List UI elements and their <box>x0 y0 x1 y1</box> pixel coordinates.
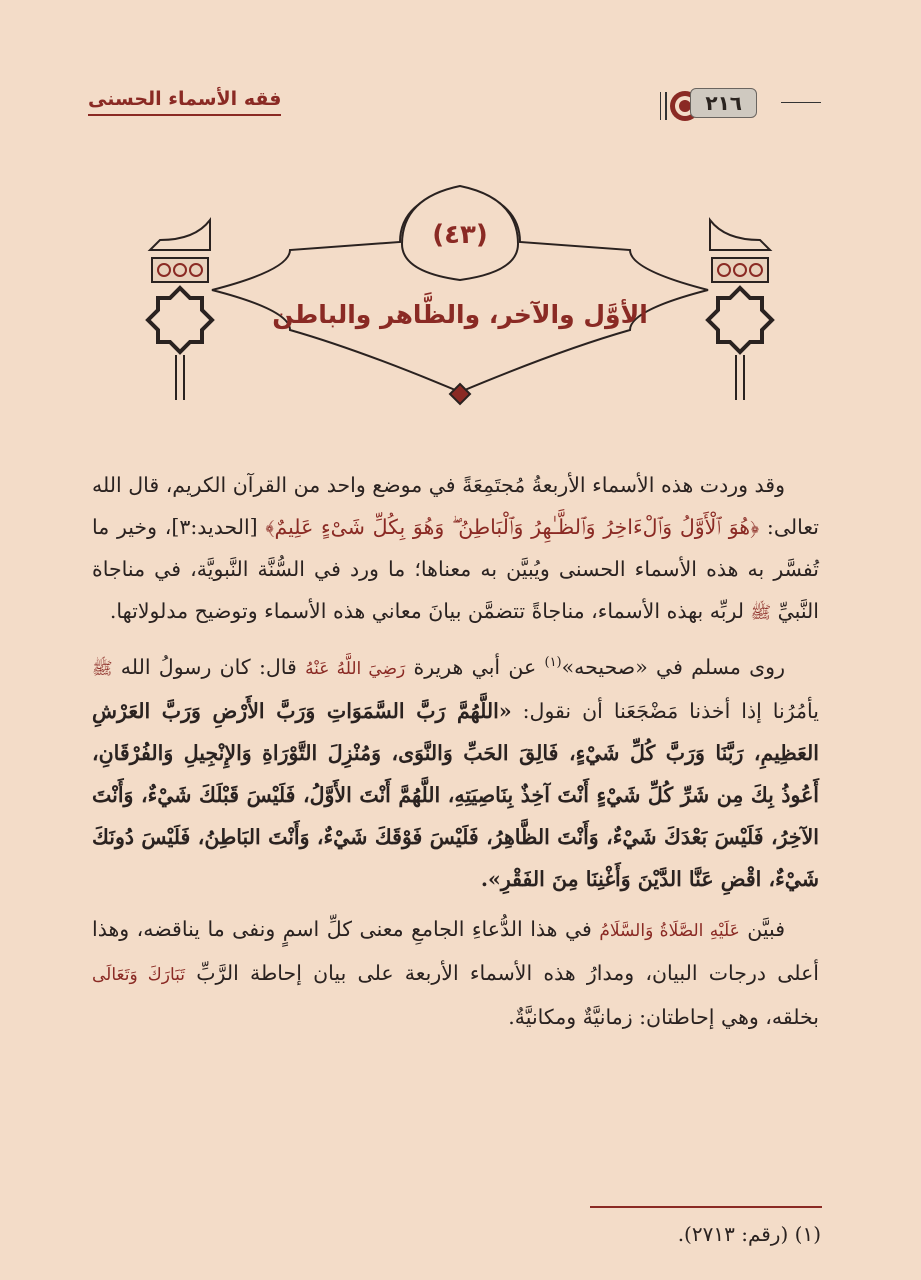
hadith-text: «اللَّهُمَّ رَبَّ السَّمَوَاتِ وَرَبَّ الأَرْضِ وَرَبَّ العَرْشِ العَظِيمِ، رَبَّنَا وَرَبَّ كُلِّ شَيْءٍ، فَالِقَ الحَبِّ وَالنَّوَى، وَمُنْزِلَ التَّوْرَاةِ وَالإِنْجِيلِ وَالفُرْقَانِ، أَعُوذُ بِكَ مِن شَرِّ كُلِّ شَيْءٍ أَنْتَ آخِذٌ بِنَاصِيَتِهِ، اللَّهُمَّ أَنْتَ الأَوَّلُ، فَلَيْسَ قَبْلَكَ شَيْءٌ، وَأَنْتَ الآخِرُ، فَلَيْسَ بَعْدَكَ شَيْءٌ، وَأَنْتَ الظَّاهِرُ، فَلَيْسَ فَوْقَكَ شَيْءٌ، وَأَنْتَ البَاطِنُ، فَلَيْسَ دُونَكَ شَيْءٌ، اقْضِ عَنَّا الدَّيْنَ وَأَغْنِنَا مِنَ الفَقْرِ». <box>92 698 819 891</box>
paragraph-3: فبيَّن عَلَيْهِ الصَّلَاةُ وَالسَّلَامُ في هذا الدُّعاءِ الجامعِ معنى كلِّ اسمٍ ونفى ما يناقضه، وهذا أعلى درجات البيان، ومدارُ هذه الأسماء الأربعة على بيان إحاطة الرَّبِّ تَبَارَكَ وَتَعَالَى بخلقه، وهي إحاطتان: زمانيَّةٌ ومكانيَّةٌ. <box>92 916 819 1029</box>
chapter-title: الأوَّل والآخر، والظَّاهر والباطن <box>272 300 648 329</box>
paragraph-2: روى مسلم في «صحيحه»$^{(١)}$ عن أبي هريرة رَضِيَ اللَّهُ عَنْهُ قال: كان رسولُ الله ﷺ يأمُرُنا إذا أخذنا مَضْجَعَنا أن نقول: «اللَّهُمَّ رَبَّ السَّمَوَاتِ وَرَبَّ الأَرْضِ وَرَبَّ العَرْشِ العَظِيمِ، رَبَّنَا وَرَبَّ كُلِّ شَيْءٍ، فَالِقَ الحَبِّ وَالنَّوَى، وَمُنْزِلَ التَّوْرَاةِ وَالإِنْجِيلِ وَالفُرْقَانِ، أَعُوذُ بِكَ مِن شَرِّ كُلِّ شَيْءٍ أَنْتَ آخِذٌ بِنَاصِيَتِهِ، اللَّهُمَّ أَنْتَ الأَوَّلُ، فَلَيْسَ قَبْلَكَ شَيْءٌ، وَأَنْتَ الآخِرُ، فَلَيْسَ بَعْدَكَ شَيْءٌ، وَأَنْتَ الظَّاهِرُ، فَلَيْسَ فَوْقَكَ شَيْءٌ، وَأَنْتَ البَاطِنُ، فَلَيْسَ دُونَكَ شَيْءٌ، اقْضِ عَنَّا الدَّيْنَ وَأَغْنِنَا مِنَ الفَقْرِ». <box>92 654 819 891</box>
left-lantern-ornament <box>148 220 212 400</box>
quran-verse: ﴿هُوَ ٱلْأَوَّلُ وَٱلْءَاخِرُ وَٱلظَّـٰهِرُ وَٱلْبَاطِنُ ۖ وَهُوَ بِكُلِّ شَىْءٍ عَلِيمٌ﴾ <box>265 515 760 539</box>
book-title: فقه الأسماء الحسنى <box>88 88 281 116</box>
right-lantern-ornament <box>708 220 772 400</box>
honorific: رَضِيَ اللَّهُ عَنْهُ <box>305 658 406 679</box>
paragraph-1: وقد وردت هذه الأسماء الأربعةُ مُجتَمِعَةً في موضع واحد من القرآن الكريم، قال الله تعالى: ﴿هُوَ ٱلْأَوَّلُ وَٱلْءَاخِرُ وَٱلظَّـٰهِرُ وَٱلْبَاطِنُ ۖ وَهُوَ بِكُلِّ شَىْءٍ عَلِيمٌ﴾ [الحديد:٣]، وخير ما تُفسَّر به هذه الأسماء الحسنى ويُبيَّن به معناها؛ ما ورد في السُّنَّة النَّبويَّة، في مناجاة النَّبيِّ ﷺ لربِّه بهذه الأسماء، مناجاةً تتضمَّن بيانَ معاني هذه الأسماء وتوضيح مدلولاتها. <box>92 473 819 623</box>
honorific: عَلَيْهِ الصَّلَاةُ وَالسَّلَامُ <box>599 920 740 941</box>
footnote: (١) (رقم: ٢٧١٣). <box>677 1222 821 1246</box>
honorific: ﷺ <box>750 603 772 623</box>
chapter-number: (٤٣) <box>432 220 488 250</box>
diamond-ornament-icon <box>450 384 470 404</box>
body-text <box>92 464 819 1038</box>
head-rule <box>781 102 821 103</box>
running-head <box>88 84 781 128</box>
page-number: ٢١٦ <box>690 88 757 118</box>
footnote-rule <box>590 1206 822 1208</box>
banner-frame-ornament <box>140 180 780 410</box>
honorific: تَبَارَكَ وَتَعَالَى <box>92 964 186 985</box>
honorific: ﷺ <box>92 658 113 679</box>
chapter-banner <box>140 180 780 410</box>
footnote-marker: (١) <box>544 655 562 670</box>
